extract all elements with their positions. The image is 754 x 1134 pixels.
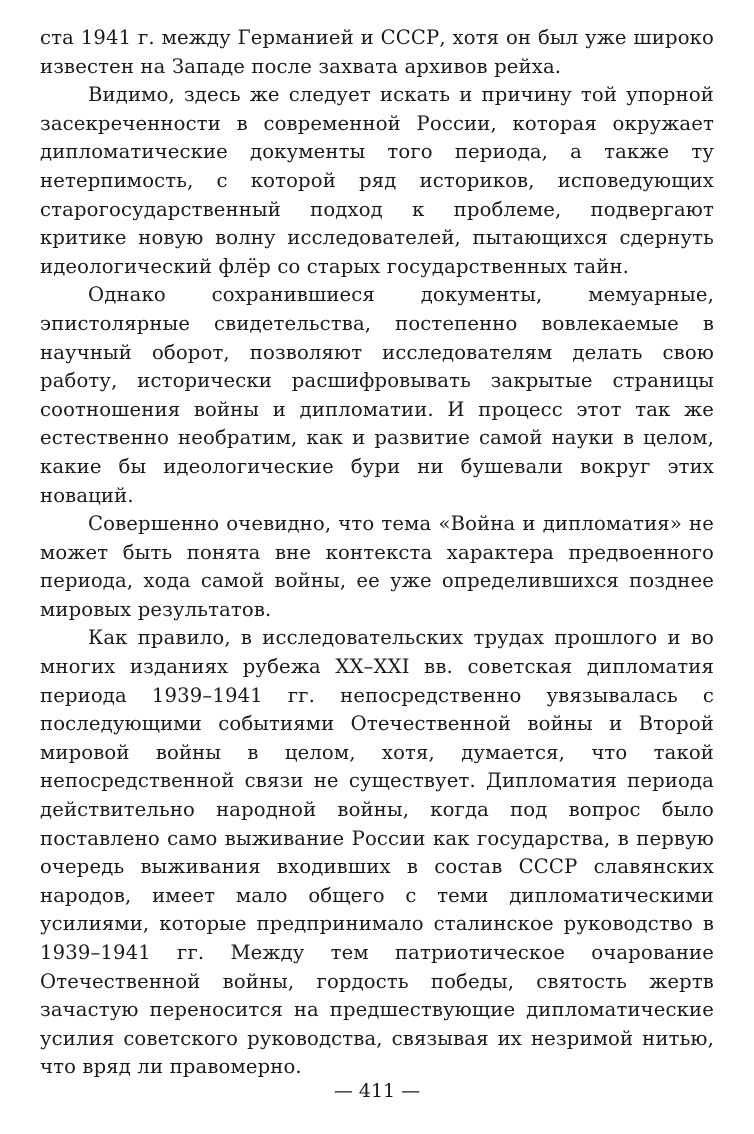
paragraph: Видимо, здесь же следует искать и причину той упорной засекреченности в современной России, которая окружает дипломатические документы того периода, а также ту нетерпимость, с которой ряд историков, исповедующих старогосударственный подход к проблеме, подвергают критике новую волну исследователей, пытающихся сдернуть идеологический флёр со старых государственных тайн. — [40, 83, 714, 278]
paragraph: Как правило, в исследовательских трудах прошлого и во многих изданиях рубежа XX–XXI вв. советская дипломатия периода 1939–1941 гг. непосредственно увязывалась с последующими событиями Отечественной войны и Второй мировой войны в целом, хотя, думается, что такой непосредственной связи не существует. Дипломатия периода действительно народной войны, когда под вопрос было поставлено само выживание России как государства, в первую очередь выживания входивших в состав СССР славянских народов, имеет мало общего с теми дипломатическими усилиями, которые предпринимало сталинское руководство в 1939–1941 гг. Между тем патриотическое очарование Отечественной войны, гордость победы, святость жертв зачастую переносится на предшествующие дипломатические усилия советского руководства, связывая их незримой нитью, что вряд ли правомерно. — [40, 626, 714, 1079]
body-text — [40, 24, 714, 1082]
paragraph-continued: ста 1941 г. между Германией и СССР, хотя он был уже широко известен на Западе после захвата архивов рейха. — [40, 26, 714, 78]
page-number: — 411 — — [333, 1080, 421, 1102]
paragraph: Совершенно очевидно, что тема «Война и дипломатия» не может быть понята вне контекста характера предвоенного периода, хода самой войны, ее уже определившихся позднее мировых результатов. — [40, 512, 714, 621]
paragraph: Однако сохранившиеся документы, мемуарные, эпистолярные свидетельства, постепенно вовлекаемые в научный оборот, позволяют исследователям делать свою работу, исторически расшифровывать закрытые страницы соотношения войны и дипломатии. И процесс этот так же естественно необратим, как и развитие самой науки в целом, какие бы идеологические бури ни бушевали вокруг этих новаций. — [40, 283, 714, 507]
